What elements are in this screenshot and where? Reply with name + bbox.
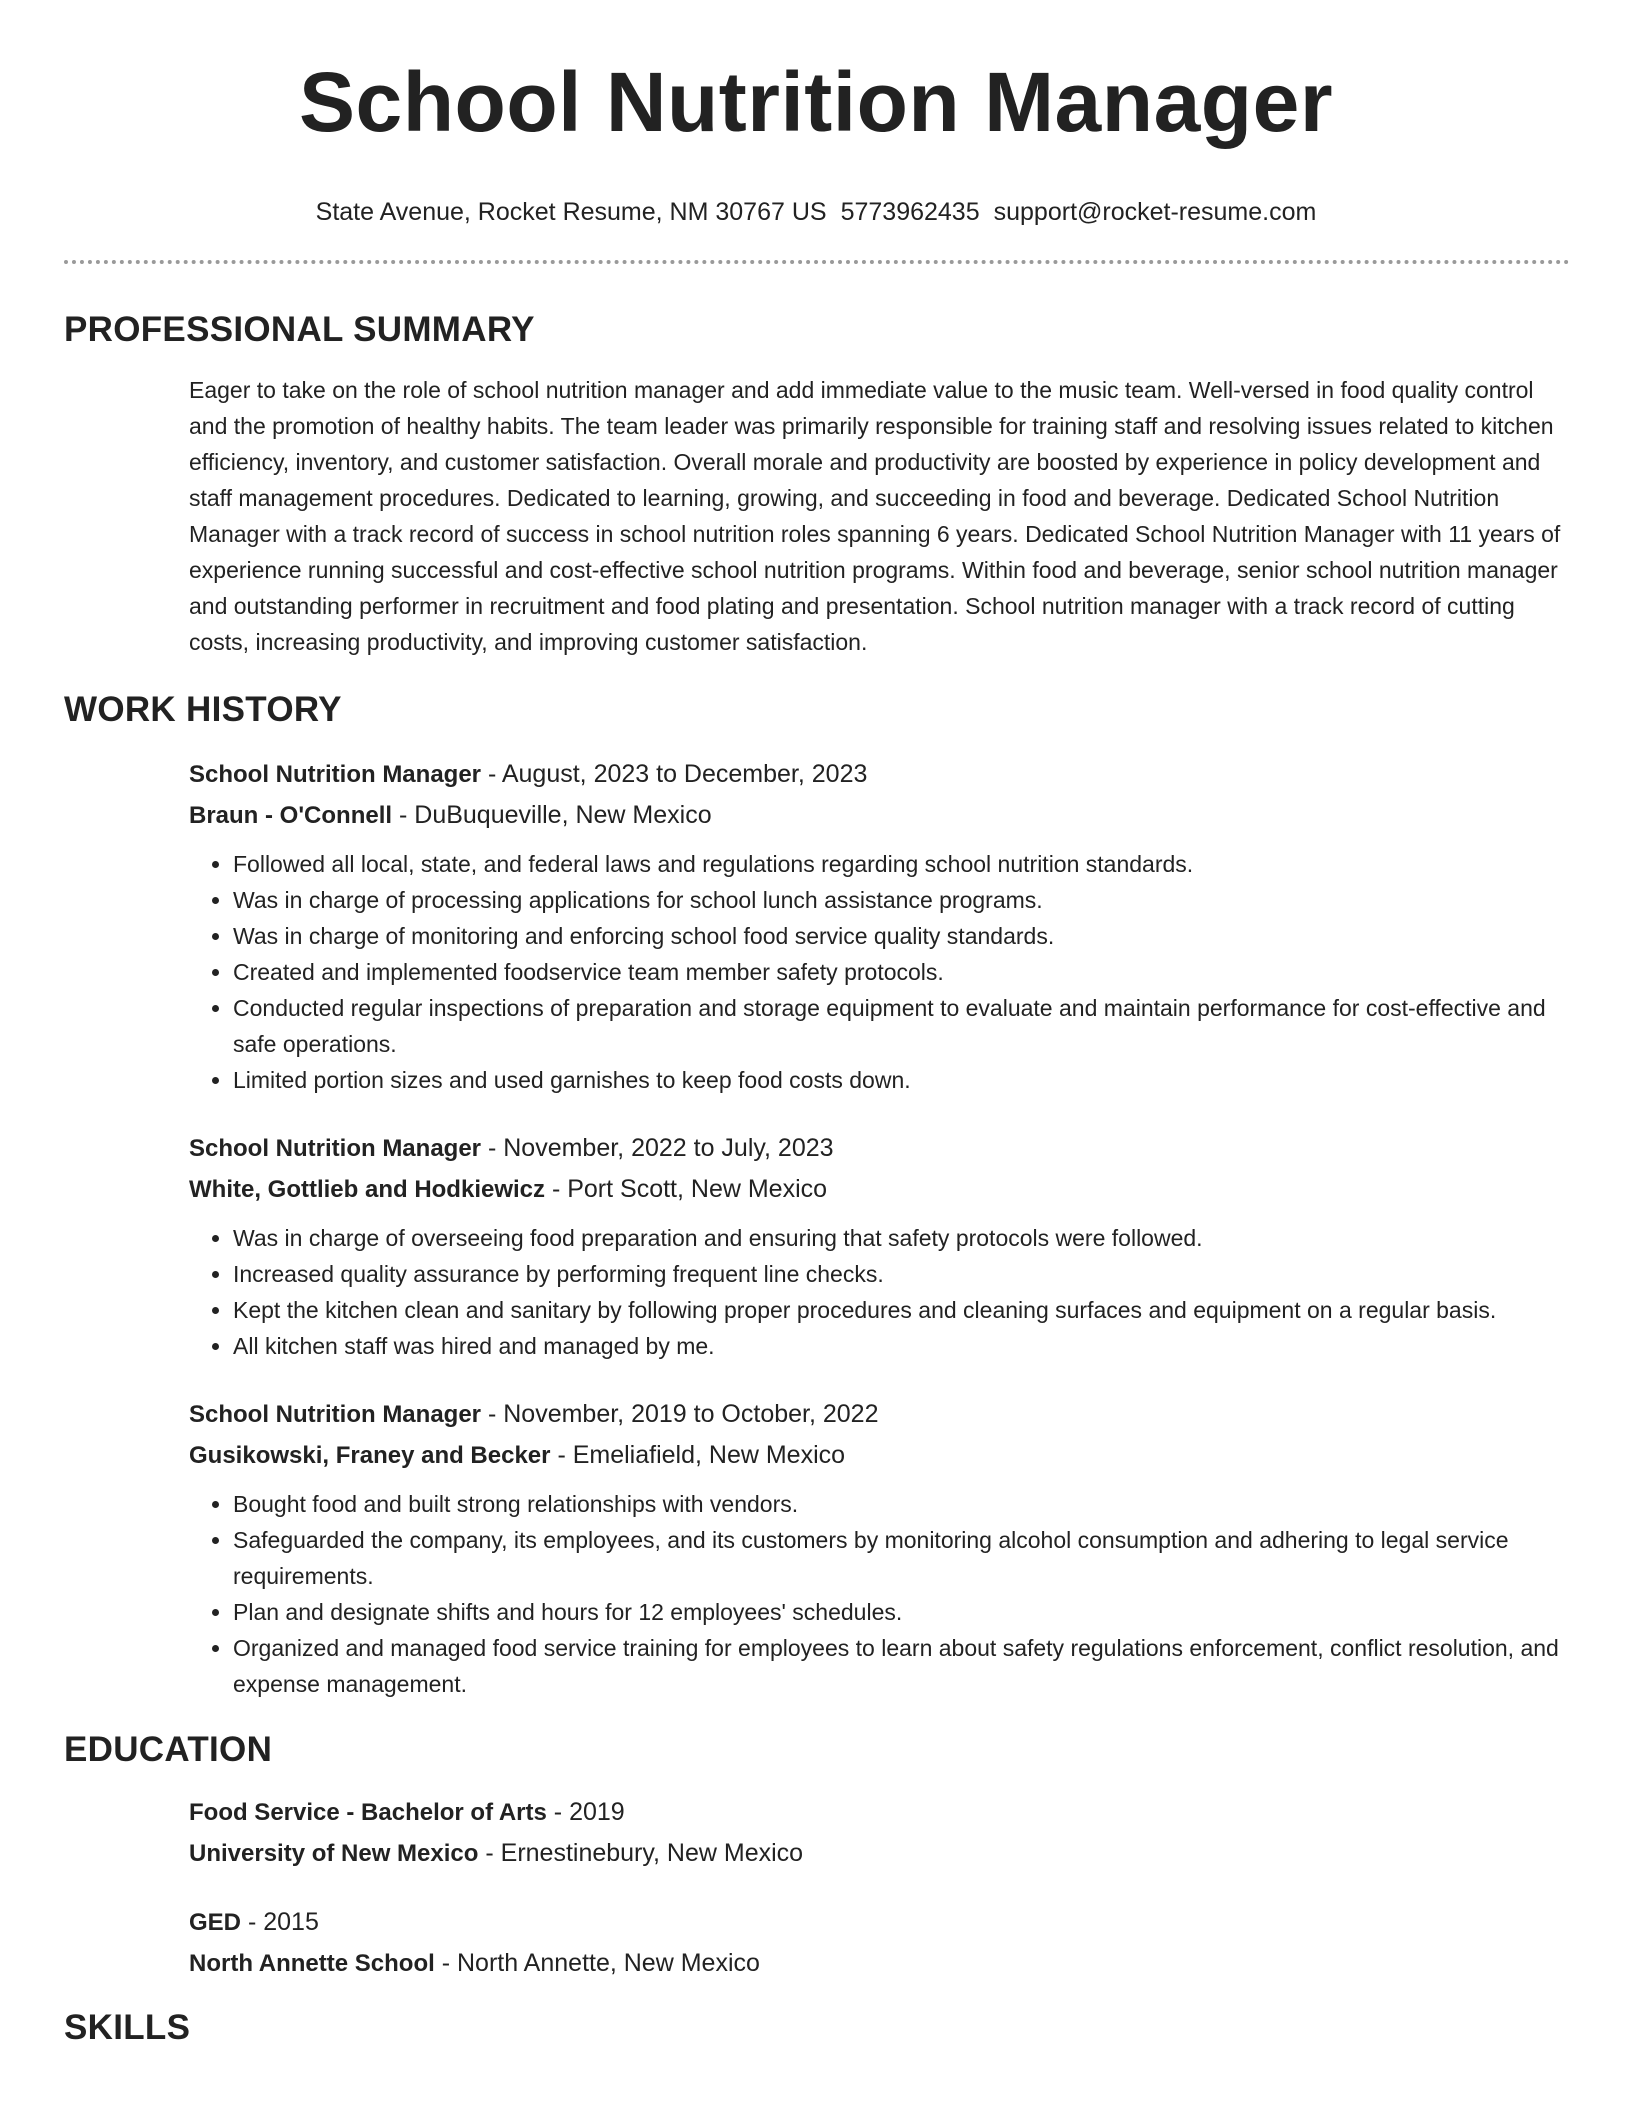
job-bullet: • Safeguarded the company, its employees, and its customers by monitoring alcohol consumption and adhering to legal service requirements. (233, 1522, 1570, 1594)
job-role: School Nutrition Manager (189, 761, 482, 788)
job-dates: - November, 2022 to July, 2023 (481, 1134, 834, 1162)
job-location: - Port Scott, New Mexico (545, 1175, 828, 1203)
job-location: - DuBuqueville, New Mexico (392, 801, 712, 829)
education-entry (189, 1902, 1632, 1984)
address-text: State Avenue, Rocket Resume, NM 30767 US (315, 198, 827, 226)
job-company: White, Gottlieb and Hodkiewicz (189, 1176, 546, 1203)
job-bullet: • Bought food and built strong relationships with vendors. (233, 1486, 1570, 1522)
job-dates: - August, 2023 to December, 2023 (481, 760, 868, 788)
job-entry (189, 1394, 1570, 1702)
job-title-line (189, 1128, 1570, 1169)
school-name: University of New Mexico (189, 1840, 479, 1867)
job-bullet: • Increased quality assurance by performing frequent line checks. (233, 1256, 1570, 1292)
degree-line (189, 1902, 1632, 1943)
job-bullet-list (189, 846, 1570, 1098)
job-title-line (189, 754, 1570, 795)
job-bullet: • Followed all local, state, and federal laws and regulations regarding school nutrition standards. (233, 846, 1570, 882)
degree-name: GED (189, 1909, 242, 1936)
job-bullet-list (189, 1486, 1570, 1702)
job-dates: - November, 2019 to October, 2022 (481, 1400, 879, 1428)
contact-line (0, 196, 1632, 228)
education-heading: EDUCATION (64, 1730, 273, 1769)
school-line (189, 1833, 1632, 1874)
phone-text: 5773962435 (840, 198, 980, 226)
resume-header (0, 0, 1632, 228)
job-bullet: • Was in charge of monitoring and enforcing school food service quality standards. (233, 918, 1570, 954)
job-bullet: • Was in charge of processing applications for school lunch assistance programs. (233, 882, 1570, 918)
job-bullet: • Limited portion sizes and used garnishes to keep food costs down. (233, 1062, 1570, 1098)
skills-heading: SKILLS (64, 2008, 191, 2047)
job-bullet: • Was in charge of overseeing food preparation and ensuring that safety protocols were followed. (233, 1220, 1570, 1256)
job-bullet: • Organized and managed food service training for employees to learn about safety regulations enforcement, conflict resolution, and expense management. (233, 1630, 1570, 1702)
job-bullet: • All kitchen staff was hired and managed by me. (233, 1328, 1570, 1364)
summary-paragraph: Eager to take on the role of school nutrition manager and add immediate value to the music team. Well-versed in food quality control and the promotion of healthy habits. The team leader was primarily responsible for training staff and resolving issues related to kitchen efficiency, inventory, and customer satisfaction. Overall morale and productivity are boosted by experience in policy development and staff management procedures. Dedicated to learning, growing, and succeeding in food and beverage. Dedicated School Nutrition Manager with a track record of success in school nutrition roles spanning 6 years. Dedicated School Nutrition Manager with 11 years of experience running successful and cost-effective school nutrition programs. Within food and beverage, senior school nutrition manager and outstanding performer in recruitment and food plating and presentation. School nutrition manager with a track record of cutting costs, increasing productivity, and improving customer satisfaction. (189, 377, 1561, 655)
job-company: Gusikowski, Franey and Becker (189, 1442, 551, 1469)
degree-name: Food Service - Bachelor of Arts (189, 1799, 547, 1826)
job-bullet-list (189, 1220, 1570, 1364)
job-entry (189, 754, 1570, 1098)
summary-heading: PROFESSIONAL SUMMARY (64, 310, 535, 349)
job-role: School Nutrition Manager (189, 1401, 482, 1428)
job-company-line (189, 1435, 1570, 1476)
school-location: - North Annette, New Mexico (434, 1949, 760, 1977)
candidate-name: School Nutrition Manager (298, 55, 1334, 149)
email-text: support@rocket-resume.com (993, 198, 1317, 226)
job-bullet: • Created and implemented foodservice team member safety protocols. (233, 954, 1570, 990)
job-company: Braun - O'Connell (189, 802, 393, 829)
school-line (189, 1943, 1632, 1984)
degree-line (189, 1792, 1632, 1833)
work-history-heading: WORK HISTORY (64, 690, 342, 729)
job-company-line (189, 795, 1570, 836)
education-entry (189, 1792, 1632, 1874)
degree-year: - 2015 (241, 1908, 319, 1936)
job-bullet: • Plan and designate shifts and hours for 12 employees' schedules. (233, 1594, 1570, 1630)
job-title-line (189, 1394, 1570, 1435)
job-role: School Nutrition Manager (189, 1135, 482, 1162)
job-entry (189, 1128, 1570, 1364)
job-bullet: • Kept the kitchen clean and sanitary by following proper procedures and cleaning surfaces and equipment on a regular basis. (233, 1292, 1570, 1328)
job-company-line (189, 1169, 1570, 1210)
job-bullet: • Conducted regular inspections of preparation and storage equipment to evaluate and maintain performance for cost-effective and safe operations. (233, 990, 1570, 1062)
school-location: - Ernestinebury, New Mexico (478, 1839, 804, 1867)
school-name: North Annette School (189, 1950, 435, 1977)
header-divider (64, 260, 1570, 264)
job-location: - Emeliafield, New Mexico (550, 1441, 846, 1469)
degree-year: - 2019 (546, 1798, 625, 1826)
